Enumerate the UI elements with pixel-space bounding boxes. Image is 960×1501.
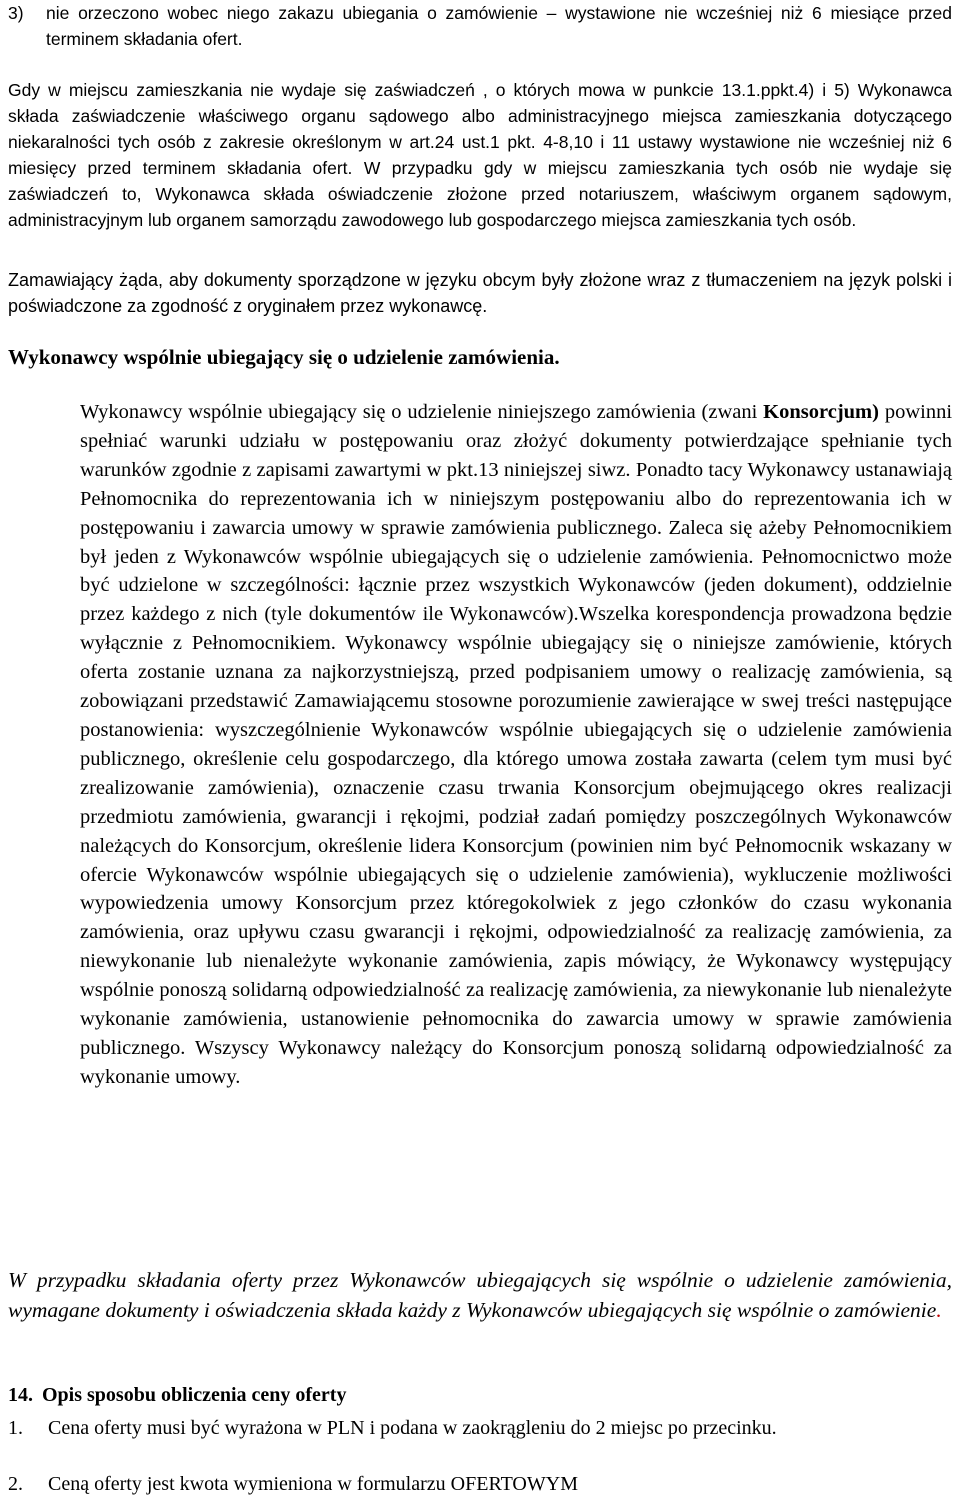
italic-note-period: .: [936, 1297, 942, 1322]
list-item: [8, 1414, 952, 1442]
consortium-body: powinni spełniać warunki udziału w postępowaniu oraz złożyć dokumenty potwierdzające spełnianie tych warunków zgodnie z zapisami zawartymi w pkt.13 niniejszej siwz. Ponadto tacy Wykonawcy ustanawiają Pełnomocnika do reprezentowania ich w niniejszym postępowaniu albo do reprezentowania ich w postępowaniu i zawarcia umowy w sprawie zamówienia publicznego. Zaleca się ażeby Pełnomocnikiem był jeden z Wykonawców wspólnie ubiegających się o udzielenie zamówienia. Pełnomocnictwo może być udzielone w szczególności: łącznie przez wszystkich Wykonawców (jeden dokument), oddzielnie przez każdego z nich (tyle dokumentów ile Wykonawców).Wszelka korespondencja prowadzona będzie wyłącznie z Pełnomocnikiem. Wykonawcy wspólnie ubiegający się o niniejsze zamówienie, których oferta zostanie uznana za najkorzystniejszą, przed podpisaniem umowy o realizację zamówienia, są zobowiązani przedstawić Zamawiającemu stosowne porozumienie zawierające w swej treści następujące postanowienia: wyszczególnienie Wykonawców wspólnie ubiegających się o udzielenie zamówienia publicznego, określenie celu gospodarczego, dla którego umowa została zawarta (celem tym musi być zrealizowanie zamówienia), oznaczenie czasu trwania Konsorcjum obejmującego okres realizacji przedmiotu zamówienia, gwarancji i rękojmi, podział zadań pomiędzy poszczególnych Wykonawców należących do Konsorcjum, określenie lidera Konsorcjum (powinien nim być Pełnomocnik wskazany w ofercie Wykonawców wspólnie ubiegających się o udzielenie zamówienia), wykluczenie możliwości wypowiedzenia umowy Konsorcjum przez któregokolwiek z jego członków do czasu wykonania zamówienia, oraz upływu czasu gwarancji i rękojmi, odpowiedzialność za realizację zamówienia, za niewykonanie lub nienależyte wykonanie zamówienia, zapis mówiący, że Wykonawcy występujący wspólnie ponoszą solidarną odpowiedzialność za realizację zamówienia, za niewykonanie lub nienależyte wykonanie zamówienia, ustanowienie pełnomocnika do zawarcia umowy w sprawie zamówienia publicznego. Wszyscy Wykonawcy należący do Konsorcjum ponoszą solidarną odpowiedzialność za wykonanie umowy.: [80, 401, 953, 1088]
consortium-bold-term: Konsorcjum): [763, 401, 879, 423]
list-item-text: Cena oferty musi być wyrażona w PLN i podana w zaokrągleniu do 2 miejsc po przecinku.: [48, 1417, 777, 1439]
list-item-3: [8, 0, 952, 52]
section-heading-consortium: Wykonawcy wspólnie ubiegający się o udzielenie zamówienia.: [8, 345, 560, 369]
list-item-number: 1.: [8, 1417, 23, 1439]
paragraph-consortium: [80, 398, 952, 1092]
list-item-number: 2.: [8, 1473, 23, 1495]
paragraph-zamawiajacy: Zamawiający żąda, aby dokumenty sporządzone w języku obcym były złożone wraz z tłumaczeniem na język polski i poświadczone za zgodność z oryginałem przez wykonawcę.: [8, 270, 952, 316]
section-title: Opis sposobu obliczenia ceny oferty: [42, 1384, 347, 1406]
list-item-number: 3): [8, 3, 24, 23]
list-item-text: Ceną oferty jest kwota wymieniona w formularzu OFERTOWYM: [48, 1473, 578, 1495]
list-item-text: nie orzeczono wobec niego zakazu ubiegania o zamówienie – wystawione nie wcześniej niż 6 miesiące przed terminem składania ofert.: [46, 3, 952, 49]
italic-note-text: W przypadku składania oferty przez Wykonawców ubiegających się wspólnie o udzielenie zamówienia, wymagane dokumenty i oświadczenia składa każdy z Wykonawców ubiegających się wspólnie o zamówienie: [8, 1268, 952, 1322]
list-item: [8, 1470, 952, 1498]
consortium-lead: Wykonawcy wspólnie ubiegający się o udzielenie niniejszego zamówienia (zwani: [80, 401, 758, 423]
italic-note: [8, 1266, 952, 1325]
section-heading-14: [8, 1384, 346, 1407]
paragraph-gdy: Gdy w miejscu zamieszkania nie wydaje się zaświadczeń , o których mowa w punkcie 13.1.ppkt.4) i 5) Wykonawca składa zaświadczenie właściwego organu sądowego albo administracyjnego miejsca zamieszkania dotyczącego niekaralności tych osób z zakresie określonym w art.24 ust.1 pkt. 4-8,10 i 11 ustawy wystawione nie wcześniej niż 6 miesięcy przed terminem składania ofert. W przypadku gdy w miejscu zamieszkania tych osób nie wydaje się zaświadczeń to, Wykonawca składa oświadczenie złożone przed notariuszem, właściwym organem sądowym, administracyjnym lub organem samorządu zawodowego lub gospodarczego miejsca zamieszkania tych osób.: [8, 80, 952, 230]
section-number: 14.: [8, 1384, 33, 1406]
